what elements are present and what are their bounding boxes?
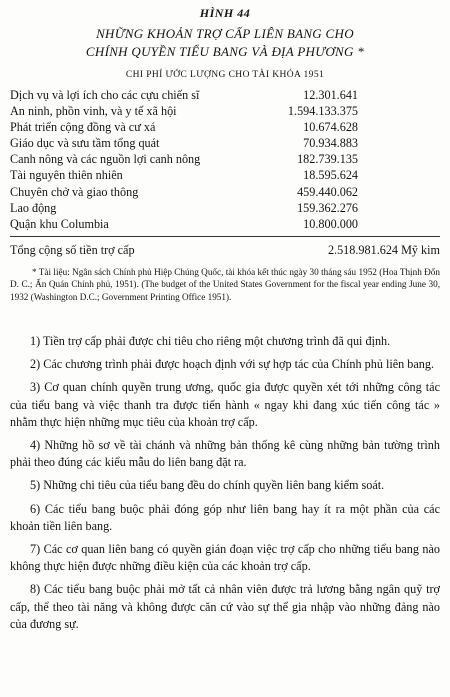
title-line-1: NHỮNG KHOẢN TRỢ CẤP LIÊN BANG CHO — [96, 26, 354, 41]
row-label: Giáo dục và sưu tầm tổng quát — [10, 136, 160, 151]
table-row — [10, 103, 440, 119]
list-item: 6) Các tiểu bang buộc phải đóng góp như liên bang hay ít ra một phần của các khoản tiền liên bang. — [10, 501, 440, 533]
row-amount: 10.674.628 — [303, 120, 358, 135]
total-amount: 2.518.981.624 Mỹ kim — [327, 243, 440, 257]
row-amount: 12.301.641 — [303, 88, 358, 102]
row-label: Phát triển cộng đồng và cư xá — [10, 120, 156, 135]
list-item: 4) Những hồ sơ về tài chánh và những bản thống kê cùng những bản tường trình phải theo đúng các kiểu mẫu do liên bang đặt ra. — [10, 438, 440, 470]
row-label: Quận khu Columbia — [10, 216, 109, 231]
row-amount: 10.800.000 — [303, 216, 358, 231]
conditions-list — [10, 333, 440, 639]
list-item: 8) Các tiểu bang buộc phải mở tất cả nhân viên được trả lương bằng ngân quỹ trợ cấp, thể theo tài năng và không được căn cứ vào sự thể gia nhập vào những đảng nào của đương sự. — [10, 582, 440, 631]
figure-label: HÌNH 44 — [199, 6, 251, 20]
row-amount: 18.595.624 — [303, 168, 358, 183]
row-label: An ninh, phồn vinh, và y tế xã hội — [10, 104, 177, 119]
row-amount: 459.440.062 — [297, 184, 358, 199]
grants-table — [10, 87, 440, 232]
table-row — [10, 87, 440, 103]
list-item: 7) Các cơ quan liên bang có quyền gián đoạn việc trợ cấp cho những tiểu bang nào không thực hiện được những điều kiện của các khoản trợ cấp. — [10, 542, 440, 574]
list-item: 1) Tiền trợ cấp phải được chi tiêu cho riêng một chương trình đã qui định. — [30, 334, 391, 348]
list-item: 5) Những chi tiêu của tiểu bang đều do chính quyền liên bang kiểm soát. — [30, 478, 385, 493]
table-row — [10, 184, 440, 200]
total-divider — [10, 236, 440, 237]
row-amount: 1.594.133.375 — [287, 104, 358, 119]
row-label: Tài nguyên thiên nhiên — [10, 168, 123, 183]
table-row — [10, 119, 440, 135]
table-row — [10, 200, 440, 216]
row-label: Canh nông và các nguồn lợi canh nông — [10, 152, 201, 167]
row-label: Lao động — [10, 200, 57, 215]
list-item: 2) Các chương trình phải được hoạch định với sự hợp tác của Chính phủ liên bang. — [30, 357, 435, 372]
table-row — [10, 135, 440, 151]
total-row — [10, 242, 440, 258]
table-subtitle: CHI PHÍ ƯỚC LƯỢNG CHO TÀI KHÓA 1951 — [125, 70, 325, 80]
total-label: Tổng cộng số tiền trợ cấp — [10, 243, 135, 257]
row-amount: 182.739.135 — [297, 152, 358, 167]
list-item: 3) Cơ quan chính quyền trung ương, quốc gia được quyền xét tới những công tác của tiểu bang và việc thanh tra được tiến hành « ngay khi đang xúc tiến công tác » nhằm thực hiện những mục tiêu của khoản trợ cấp. — [10, 380, 440, 429]
table-row — [10, 167, 440, 183]
title-line-2: CHÍNH QUYỀN TIỂU BANG VÀ ĐỊA PHƯƠNG * — [85, 44, 365, 59]
row-label: Chuyên chở và giao thông — [10, 184, 139, 199]
table-row — [10, 151, 440, 167]
row-label: Dịch vụ và lợi ích cho các cựu chiến sĩ — [10, 88, 200, 102]
row-amount: 70.934.883 — [303, 136, 358, 151]
row-amount: 159.362.276 — [297, 200, 358, 215]
table-row — [10, 216, 440, 232]
source-footnote: * Tài liệu: Ngân sách Chính phủ Hiệp Chúng Quốc, tài khóa kết thúc ngày 30 tháng sáu 1952 (Hoa Thịnh Đốn D. C.; Ấn Quán Chính phủ, 1951). (The budget of the United States Government for the fiscal year ending June 30, 1932 (Washington D.C.; Government Printing Office 1951). — [10, 267, 440, 302]
